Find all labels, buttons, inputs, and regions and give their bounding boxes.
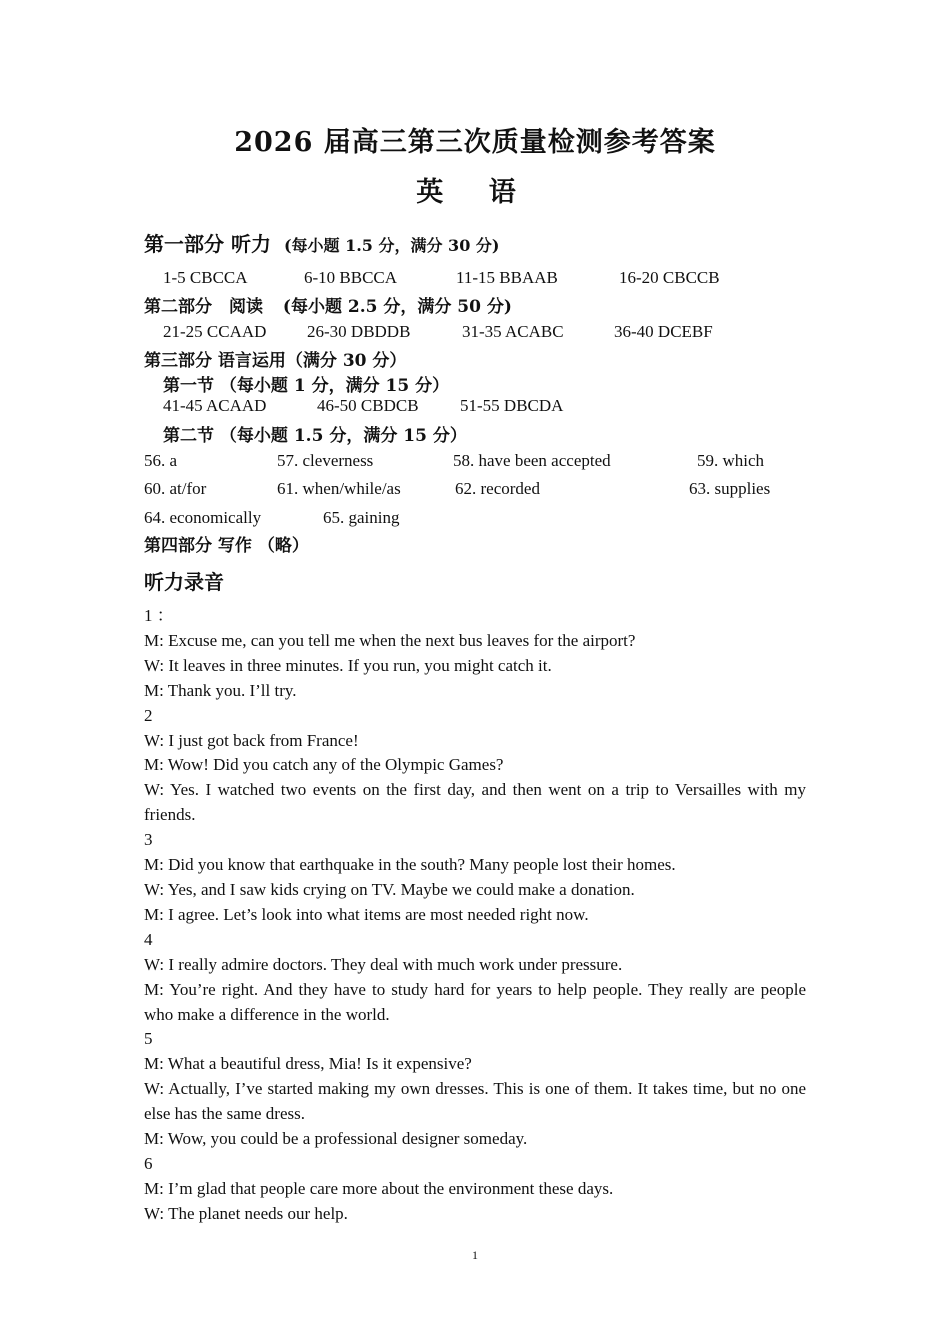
fill-answer: 61. when/while/as <box>277 479 401 498</box>
transcript-line: W: I really admire doctors. They deal with much work under pressure. <box>144 954 623 974</box>
transcript-line: M: Excuse me, can you tell me when the next bus leaves for the airport? <box>144 630 636 650</box>
part3-heading: 第三部分 语言运用（满分 30 分） <box>144 351 407 371</box>
page-number: 1 <box>472 1248 478 1262</box>
transcript-line: M: I agree. Let’s look into what items are most needed right now. <box>144 904 589 924</box>
transcript-line: M: I’m glad that people care more about the environment these days. <box>144 1178 614 1198</box>
transcript-line: 4 <box>144 929 153 949</box>
transcript-line: M: Thank you. I’ll try. <box>144 680 297 700</box>
part2-answer: 21-25 CCAAD <box>163 322 267 341</box>
part2-answer: 31-35 ACABC <box>462 322 564 341</box>
part2-heading-text: 第二部分 阅读 <box>144 297 263 317</box>
part3-section1-heading: 第一节 （每小题 1 分，满分 15 分） <box>163 376 450 396</box>
part1-answer: 1-5 CBCCA <box>163 268 248 287</box>
part1-heading-text: 第一部分 听力 <box>144 232 271 256</box>
part4-heading: 第四部分 写作 （略） <box>144 536 309 556</box>
part3-section1-answer: 51-55 DBCDA <box>460 396 564 415</box>
fill-answer: 58. have been accepted <box>453 451 611 470</box>
part1-heading <box>144 228 499 257</box>
transcript-line: M: Wow! Did you catch any of the Olympic Games? <box>144 755 504 775</box>
transcript-line: W: Yes, and I saw kids crying on TV. Maybe we could make a donation. <box>144 879 635 899</box>
part3-section1-answer: 46-50 CBDCB <box>317 396 419 415</box>
transcript-line: 5 <box>144 1029 153 1049</box>
part1-answer: 11-15 BBAAB <box>456 268 558 287</box>
part2-note: (每小题 2.5 分，满分 50 分) <box>282 297 512 317</box>
part3-section2-heading: 第二节 （每小题 1.5 分，满分 15 分） <box>163 426 467 446</box>
fill-answer: 62. recorded <box>455 479 540 498</box>
part2-heading <box>144 292 512 317</box>
transcript-heading: 听力录音 <box>144 570 224 594</box>
transcript-line: W: Actually, I’ve started making my own dresses. This is one of them. It takes time, but no one else has the same dress. <box>144 1079 806 1124</box>
transcript-line: M: What a beautiful dress, Mia! Is it expensive? <box>144 1054 472 1074</box>
transcript-line: 2 <box>144 705 153 725</box>
transcript-line: M: Wow, you could be a professional designer someday. <box>144 1129 528 1149</box>
fill-answer: 60. at/for <box>144 479 207 498</box>
transcript-line: 6 <box>144 1153 153 1173</box>
fill-answer: 57. cleverness <box>277 451 374 470</box>
subject-title: 英 语 <box>416 177 534 208</box>
part2-answer: 36-40 DCEBF <box>614 322 713 341</box>
part1-note: (每小题 1.5 分，满分 30 分) <box>283 236 500 255</box>
fill-answer: 56. a <box>144 451 178 470</box>
document-title: 2026 届高三第三次质量检测参考答案 <box>234 127 716 158</box>
transcript-line: W: The planet needs our help. <box>144 1203 348 1223</box>
fill-answer: 59. which <box>697 451 765 470</box>
fill-answer: 65. gaining <box>323 508 400 527</box>
transcript-line: W: Yes. I watched two events on the first day, and then went on a trip to Versailles with my friends. <box>144 780 806 825</box>
part1-answer: 6-10 BBCCA <box>304 268 398 287</box>
transcript-line: W: I just got back from France! <box>144 730 359 750</box>
part2-answer: 26-30 DBDDB <box>307 322 411 341</box>
transcript-body <box>144 604 806 1227</box>
fill-answer: 64. economically <box>144 508 262 527</box>
transcript-line: M: Did you know that earthquake in the south? Many people lost their homes. <box>144 855 676 875</box>
transcript-line: W: It leaves in three minutes. If you run, you might catch it. <box>144 655 552 675</box>
part1-answer: 16-20 CBCCB <box>619 268 720 287</box>
transcript-line: 1 ： <box>144 606 174 625</box>
fill-answer: 63. supplies <box>689 479 771 498</box>
part3-section1-answer: 41-45 ACAAD <box>163 396 267 415</box>
transcript-line: M: You’re right. And they have to study hard for years to help people. They really are people who make a difference in the world. <box>144 979 806 1024</box>
transcript-line: 3 <box>144 830 153 850</box>
